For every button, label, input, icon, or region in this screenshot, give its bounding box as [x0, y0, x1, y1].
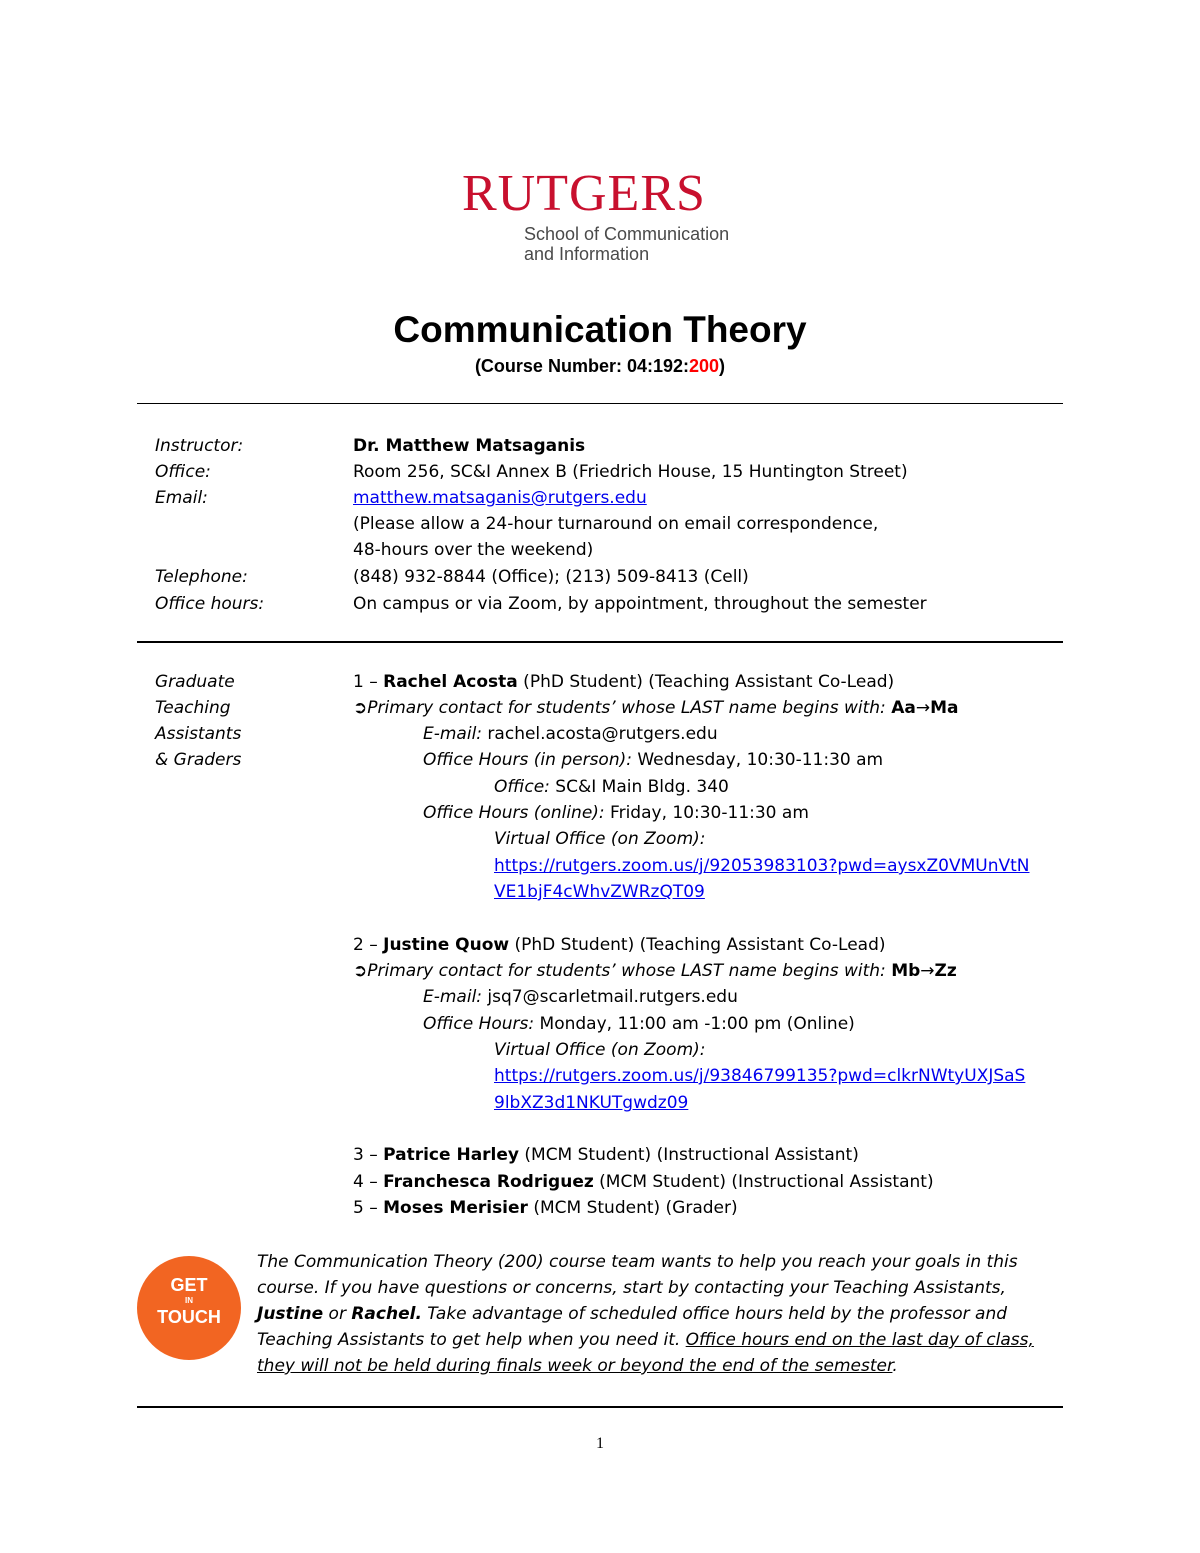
ta-1-inperson-value: Wednesday, 10:30-11:30 am — [631, 750, 884, 770]
ta-2-zoom-label-text: Virtual Office (on Zoom): — [494, 1040, 706, 1060]
badge-line-3: TOUCH — [157, 1307, 221, 1327]
office-hours-value: On campus or via Zoom, by appointment, throughout the semester — [353, 594, 927, 614]
ta-2-contact-text: Primary contact for students’ whose LAST name begins with: — [367, 961, 892, 981]
ta-1-online-value: Friday, 10:30-11:30 am — [604, 803, 809, 823]
ta-section-label-4: & Graders — [155, 750, 242, 770]
arrow-icon: ➲ — [353, 698, 368, 718]
ta-2-hours-label: Office Hours: — [423, 1014, 535, 1034]
page-number: 1 — [596, 1435, 604, 1452]
logo-line-1: School of Communication — [524, 224, 730, 244]
logo-line-2: and Information — [524, 244, 650, 264]
note-line-3 — [257, 1301, 1057, 1327]
divider-middle — [137, 641, 1063, 643]
ta-1-number: 1 – — [353, 672, 384, 692]
ta-1-role: (PhD Student) (Teaching Assistant Co-Lead) — [517, 672, 895, 692]
badge-line-1: GET — [170, 1275, 208, 1295]
ta-2-range-end: Zz — [934, 961, 957, 981]
ta-1-range-start: Aa — [891, 698, 916, 718]
note-line-1: The Communication Theory (200) course team wants to help you reach your goals in this — [257, 1252, 1018, 1272]
ta-1-online-hours — [423, 800, 809, 826]
assistant-4-name: Franchesca Rodriguez — [383, 1172, 594, 1192]
note-line-3-rest: Take advantage of scheduled office hours held by the professor and — [421, 1304, 1008, 1324]
office-value: Room 256, SC&I Annex B (Friedrich House, 15 Huntington Street) — [353, 462, 908, 482]
note-line-5-underlined: they will not be held during finals week or beyond the end of the semester — [257, 1356, 893, 1376]
ta-2-zoom-label — [494, 1037, 706, 1063]
note-line-5 — [257, 1353, 1057, 1379]
ta-1-zoom-link[interactable]: https://rutgers.zoom.us/j/92053983103?pwd=aysxZ0VMUnVtN — [494, 856, 1030, 876]
assistant-3-name: Patrice Harley — [383, 1145, 519, 1165]
ta-2-name: Justine Quow — [383, 935, 510, 955]
ta-2-role: (PhD Student) (Teaching Assistant Co-Lead) — [509, 935, 886, 955]
assistant-4-role: (MCM Student) (Instructional Assistant) — [593, 1172, 934, 1192]
ta-section-label-1: Graduate — [155, 672, 235, 692]
note-line-4-underlined: Office hours end on the last day of class, — [685, 1330, 1034, 1350]
note-or: or — [323, 1304, 352, 1324]
ta-section-label-3: Assistants — [155, 724, 242, 744]
course-number-prefix: (Course Number: 04:192: — [474, 356, 689, 376]
ta-1-email — [423, 721, 718, 747]
ta-2-email-value: jsq7@scarletmail.rutgers.edu — [482, 987, 738, 1007]
page-title: Communication Theory — [393, 309, 807, 350]
assistant-4-number: 4 – — [353, 1172, 384, 1192]
ta-1-zoom-label — [494, 826, 706, 852]
ta-2-hours — [423, 1011, 855, 1037]
note-name-justine: Justine — [257, 1304, 324, 1324]
note-line-5-end: . — [892, 1356, 898, 1376]
ta-1-online-label: Office Hours (online): — [423, 803, 605, 823]
assistant-5-role: (MCM Student) (Grader) — [527, 1198, 738, 1218]
note-line-4 — [257, 1327, 1057, 1353]
office-label: Office: — [155, 462, 211, 482]
office-hours-label: Office hours: — [155, 594, 265, 614]
ta-1-zoom-link-cont[interactable]: VE1bjF4cWhvZWRzQT09 — [494, 882, 705, 902]
ta-1-range-end: Ma — [930, 698, 959, 718]
ta-1-email-value: rachel.acosta@rutgers.edu — [482, 724, 718, 744]
email-note-line-2: 48-hours over the weekend) — [353, 540, 594, 560]
badge-line-2: IN — [185, 1296, 193, 1305]
note-line-4-plain: Teaching Assistants to get help when you need it. — [257, 1330, 686, 1350]
ta-1-office-label: Office: — [494, 777, 550, 797]
ta-section-label-2: Teaching — [155, 698, 231, 718]
email-label: Email: — [155, 488, 208, 508]
course-number — [0, 355, 1200, 377]
assistant-5-number: 5 – — [353, 1198, 384, 1218]
logo-school-name — [524, 224, 729, 264]
ta-1-office-value: SC&I Main Bldg. 340 — [549, 777, 729, 797]
logo-wordmark: RUTGERS — [462, 165, 706, 222]
ta-1-heading — [353, 669, 894, 695]
ta-2-contact — [353, 958, 957, 984]
right-arrow-icon: → — [915, 698, 931, 718]
telephone-value: (848) 932-8844 (Office); (213) 509-8413 (Cell) — [353, 567, 749, 587]
ta-2-zoom-link-cont[interactable]: 9lbXZ3d1NKUTgwdz09 — [494, 1093, 689, 1113]
ta-2-email-label: E-mail: — [423, 987, 483, 1007]
assistant-3-number: 3 – — [353, 1145, 384, 1165]
rutgers-logo — [462, 166, 742, 266]
course-number-suffix: ) — [719, 356, 726, 376]
ta-2-email — [423, 984, 738, 1010]
right-arrow-icon: → — [920, 961, 935, 981]
instructor-label: Instructor: — [155, 436, 244, 456]
assistant-4 — [353, 1169, 934, 1195]
ta-1-contact-text: Primary contact for students’ whose LAST name begins with: — [367, 698, 892, 718]
ta-2-heading — [353, 932, 886, 958]
course-section: 200 — [689, 356, 720, 376]
ta-2-range-start: Mb — [891, 961, 921, 981]
assistant-3-role: (MCM Student) (Instructional Assistant) — [518, 1145, 859, 1165]
ta-1-office — [494, 774, 729, 800]
divider-top — [137, 403, 1063, 404]
note-name-rachel: Rachel. — [351, 1304, 422, 1324]
ta-2-zoom-link[interactable]: https://rutgers.zoom.us/j/93846799135?pwd=clkrNWtyUXJSaS — [494, 1066, 1026, 1086]
ta-1-name: Rachel Acosta — [383, 672, 518, 692]
ta-1-contact — [353, 695, 958, 721]
email-note-line-1: (Please allow a 24-hour turnaround on email correspondence, — [353, 514, 879, 534]
assistant-5-name: Moses Merisier — [383, 1198, 528, 1218]
ta-1-inperson-label: Office Hours (in person): — [423, 750, 632, 770]
note-line-2: course. If you have questions or concerns, start by contacting your Teaching Assistants, — [257, 1278, 1006, 1298]
telephone-label: Telephone: — [155, 567, 248, 587]
assistant-5 — [353, 1195, 738, 1221]
instructor-email-link[interactable]: matthew.matsaganis@rutgers.edu — [353, 488, 647, 508]
ta-2-hours-value: Monday, 11:00 am -1:00 pm (Online) — [534, 1014, 855, 1034]
ta-1-inperson-hours — [423, 747, 883, 773]
course-team-note — [257, 1249, 1057, 1379]
instructor-name: Dr. Matthew Matsaganis — [353, 436, 586, 456]
ta-2-number: 2 – — [353, 935, 384, 955]
get-in-touch-badge — [137, 1256, 241, 1360]
divider-bottom — [137, 1406, 1063, 1408]
assistant-3 — [353, 1142, 859, 1168]
arrow-icon: ➲ — [353, 961, 368, 981]
ta-1-zoom-label-text: Virtual Office (on Zoom): — [494, 829, 706, 849]
ta-1-email-label: E-mail: — [423, 724, 483, 744]
